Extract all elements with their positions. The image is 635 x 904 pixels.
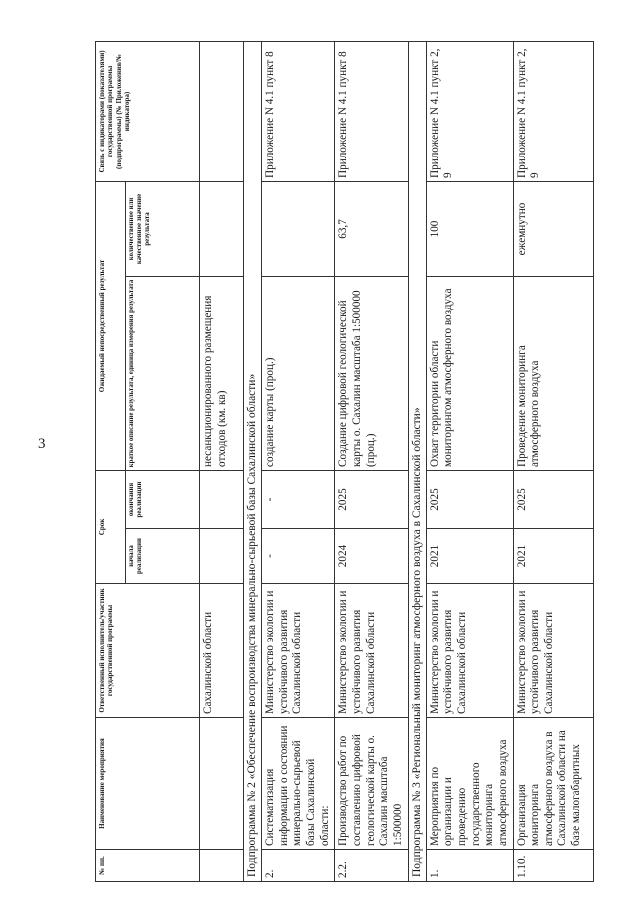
cell-resp: Сахалинской области xyxy=(200,584,244,718)
cell-name xyxy=(200,718,244,850)
cell-end: 2025 xyxy=(513,470,593,528)
header-result-desc: краткое описание результата, единица измерения результата xyxy=(126,276,200,470)
header-link: Связь с индикаторами (показателями) государственной программы (подпрограммы) (№ Приложения/№ индикатора) xyxy=(96,41,200,181)
header-name: Наименование мероприятия xyxy=(96,718,200,850)
cell-end: - xyxy=(262,470,335,528)
table-row xyxy=(513,41,593,881)
cell-desc: Создание цифровой геологической карты о. Сахалин масштаба 1:500000 (проц.) xyxy=(335,276,408,470)
cell-link: Приложение N 4.1 пункт 2, 9 xyxy=(426,41,513,181)
cell-resp: Министерство экологии и устойчивого развития Сахалинской области xyxy=(513,584,593,718)
cell-end: 2025 xyxy=(426,470,513,528)
events-table xyxy=(95,41,594,882)
table-row xyxy=(200,41,244,881)
cell-desc: создание карты (проц.) xyxy=(262,276,335,470)
cell-value: ежемнутно xyxy=(513,181,593,276)
table-row xyxy=(426,41,513,881)
cell-end xyxy=(200,470,244,528)
header-result: Ожидаемый непосредственный результат xyxy=(96,181,126,470)
header-term-end: окончания реализации xyxy=(126,470,200,528)
cell-name: Производство работ по составлению цифровой геологической карты о. Сахалин масштаба 1:500000 xyxy=(335,718,408,850)
cell-num xyxy=(200,850,244,882)
cell-num: 1. xyxy=(426,850,513,882)
header-resp: Ответственный исполнитель/участник государственной программы xyxy=(96,584,200,718)
cell-name: Систематизация информации о состоянии минерально-сырьевой базы Сахалинской области: xyxy=(262,718,335,850)
section-row xyxy=(408,41,426,881)
cell-link: Приложение N 4.1 пункт 8 xyxy=(262,41,335,181)
cell-num: 1.10. xyxy=(513,850,593,882)
table-row xyxy=(262,41,335,881)
page-number: 3 xyxy=(38,436,46,452)
cell-value xyxy=(200,181,244,276)
cell-start: 2024 xyxy=(335,529,408,584)
cell-desc: Охват территории области мониторингом атмосферного воздуха xyxy=(426,276,513,470)
cell-desc: несанкционированного размещения отходов (км. кв) xyxy=(200,276,244,470)
rotated-table-container xyxy=(95,42,605,882)
table-row xyxy=(335,41,408,881)
cell-value xyxy=(262,181,335,276)
cell-name: Мероприятия по организации и проведению государственного мониторинга атмосферного воздуха xyxy=(426,718,513,850)
cell-desc: Проведение мониторинга атмосферного воздуха xyxy=(513,276,593,470)
cell-link: Приложение N 4.1 пункт 8 xyxy=(335,41,408,181)
cell-link: Приложение N 4.1 пункт 2, 9 xyxy=(513,41,593,181)
cell-num: 2. xyxy=(262,850,335,882)
section-row xyxy=(244,41,262,881)
cell-resp: Министерство экологии и устойчивого развития Сахалинской области xyxy=(426,584,513,718)
cell-resp: Министерство экологии и устойчивого развития Сахалинской области xyxy=(335,584,408,718)
cell-value: 63,7 xyxy=(335,181,408,276)
header-term-start: начала реализации xyxy=(126,529,200,584)
header-result-value: количественное или качественное значение результата xyxy=(126,181,200,276)
header-term: Срок xyxy=(96,470,126,583)
cell-end: 2025 xyxy=(335,470,408,528)
header-num: № пп. xyxy=(96,850,200,882)
cell-value: 100 xyxy=(426,181,513,276)
cell-resp: Министерство экологии и устойчивого развития Сахалинской области xyxy=(262,584,335,718)
cell-name: Организация мониторинга атмосферного воздуха в Сахалинской области на базе малогабаритных xyxy=(513,718,593,850)
cell-num: 2.2. xyxy=(335,850,408,882)
header-row xyxy=(96,41,126,881)
cell-start: 2021 xyxy=(513,529,593,584)
cell-start: 2021 xyxy=(426,529,513,584)
section-title: Подпрограмма № 3 «Региональный мониторинг атмосферного воздуха в Сахалинской области» xyxy=(408,41,426,881)
section-title: Подпрограмма № 2 «Обеспечение воспроизводства минерально-сырьевой базы Сахалинской области» xyxy=(244,41,262,881)
cell-link xyxy=(200,41,244,181)
cell-start xyxy=(200,529,244,584)
cell-start: - xyxy=(262,529,335,584)
